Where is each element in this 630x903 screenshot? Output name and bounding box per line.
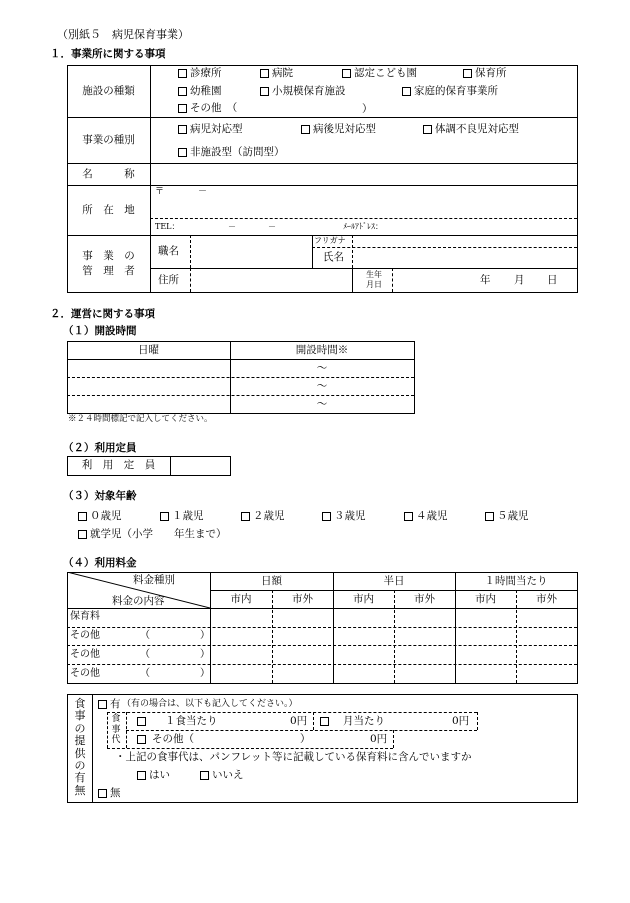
checkbox[interactable]: [137, 771, 146, 780]
dashed-divider: [67, 664, 577, 665]
dashed-divider: [126, 712, 127, 748]
meal-included-question: ・上記の食事代は、パンフレット等に記載している保育料に含んでいますか: [115, 751, 472, 763]
fee-content-header: 料金の内容: [112, 595, 165, 607]
age-option-4[interactable]: [404, 511, 448, 522]
checkbox[interactable]: [98, 789, 107, 798]
fee-row-paren: （ ）: [140, 668, 210, 679]
option-label: その他 （: [190, 102, 238, 115]
job-title-field[interactable]: [192, 236, 311, 267]
checkbox[interactable]: [485, 512, 494, 521]
checkbox[interactable]: [160, 512, 169, 521]
dashed-divider: [107, 712, 108, 748]
fee-col-hourly: １時間当たり: [484, 574, 548, 587]
table-divider: [67, 608, 577, 609]
option-label: ４歳児: [416, 510, 448, 523]
section1-title: １．事業所に関する事項: [50, 48, 166, 60]
option-label: 無: [110, 787, 121, 800]
business-option-non-facility[interactable]: [178, 147, 285, 158]
meals-yes-option[interactable]: [98, 699, 121, 710]
hours-time-field[interactable]: ～: [316, 379, 328, 392]
fee-row-label: その他: [70, 630, 100, 641]
business-option-recovering-child[interactable]: [301, 124, 376, 135]
furigana-field[interactable]: [354, 236, 577, 246]
per-meal-label: １食当たり: [165, 715, 218, 727]
option-label: 病児対応型: [190, 123, 243, 136]
checkbox[interactable]: [78, 530, 87, 539]
facility-option-clinic[interactable]: [178, 68, 222, 79]
section2-title: ２．運営に関する事項: [50, 308, 155, 320]
hours-time-field[interactable]: ～: [316, 397, 328, 410]
address-label: 所 在 地: [82, 203, 135, 216]
checkbox[interactable]: [200, 771, 209, 780]
postal-mark: 〒: [155, 187, 165, 197]
checkbox[interactable]: [78, 512, 87, 521]
dashed-divider: [477, 712, 478, 730]
dashed-divider: [107, 712, 477, 713]
checkbox[interactable]: [301, 125, 310, 134]
facility-option-certified-childcare[interactable]: [342, 68, 417, 79]
hours-title: （１）開設時間: [63, 325, 137, 337]
capacity-title: （２）利用定員: [63, 442, 137, 454]
option-label: 病院: [272, 67, 293, 80]
option-label: １歳児: [172, 510, 204, 523]
checkbox[interactable]: [402, 87, 411, 96]
manager-address-field[interactable]: [192, 269, 351, 291]
doc-header: （別紙５ 病児保育事業）: [57, 28, 189, 41]
option-label: ０歳児: [90, 510, 122, 523]
checkbox-per-month[interactable]: [320, 717, 329, 726]
meals-no-option[interactable]: [98, 788, 121, 799]
option-label: 小規模保育施設: [272, 85, 346, 98]
fee-subcol-in-city: 市内: [475, 592, 496, 605]
dashed-divider: [190, 235, 191, 268]
fee-subcol-in-city: 市内: [230, 592, 252, 605]
hours-day-field[interactable]: [68, 360, 229, 377]
business-type-label: 事業の種別: [82, 133, 135, 146]
address-field[interactable]: [151, 186, 577, 217]
fee-col-halfday: 半日: [383, 574, 405, 587]
postal-dash: －: [198, 187, 208, 197]
table-divider: [352, 268, 353, 292]
facility-option-small-childcare[interactable]: [260, 86, 346, 97]
checkbox[interactable]: [178, 69, 187, 78]
checkbox-per-meal[interactable]: [137, 717, 146, 726]
option-label: 家庭的保育事業所: [414, 85, 498, 98]
fee-subcol-out-city: 市外: [414, 592, 435, 605]
checkbox[interactable]: [423, 125, 432, 134]
fee-subcol-out-city: 市外: [292, 592, 313, 605]
option-label: 病後児対応型: [313, 123, 376, 136]
name-field[interactable]: [151, 164, 577, 185]
option-label: 就学児（小学 年生まで）: [90, 528, 227, 541]
fee-row-label: その他: [70, 649, 100, 660]
dashed-divider: [393, 730, 394, 748]
birth-date-label: 月日: [366, 280, 382, 289]
option-label: いいえ: [212, 769, 244, 782]
meal-other-close: ）: [300, 733, 311, 745]
manager-label: [67, 235, 150, 292]
manager-label-line1: 事 業 の: [82, 250, 135, 262]
dashed-divider: [67, 645, 577, 646]
option-label: ３歳児: [334, 510, 366, 523]
age-option-school[interactable]: [78, 529, 227, 540]
tel-dash: －: [228, 222, 236, 231]
facility-option-kindergarten[interactable]: [178, 86, 222, 97]
job-title-label: 職名: [158, 245, 179, 257]
age-option-0[interactable]: [78, 511, 122, 522]
answer-no-option[interactable]: [200, 770, 244, 781]
business-option-unwell-child[interactable]: [423, 124, 519, 135]
dashed-divider: [352, 235, 353, 268]
dashed-divider: [126, 730, 477, 731]
meals-label: 食事の提供の有無: [74, 697, 86, 797]
checkbox[interactable]: [178, 87, 187, 96]
per-meal-amount[interactable]: 0円: [290, 715, 308, 727]
fee-row-paren: （ ）: [140, 649, 210, 660]
email-label: ﾒｰﾙｱﾄﾞﾚｽ：: [343, 222, 383, 231]
manager-address-label: 住所: [158, 274, 179, 286]
business-option-sick-child[interactable]: [178, 124, 243, 135]
option-label: ２歳児: [253, 510, 285, 523]
checkbox[interactable]: [463, 69, 472, 78]
other-close-paren: ）: [362, 102, 373, 115]
dashed-divider: [392, 268, 393, 292]
checkbox[interactable]: [322, 512, 331, 521]
facility-option-hospital[interactable]: [260, 68, 293, 79]
fee-row-paren: （ ）: [140, 630, 210, 641]
year-label: 年: [480, 274, 491, 286]
ages-title: （３）対象年齢: [63, 490, 137, 502]
full-name-field[interactable]: [354, 249, 577, 267]
age-option-3[interactable]: [322, 511, 366, 522]
checkbox[interactable]: [178, 125, 187, 134]
age-option-5[interactable]: [485, 511, 529, 522]
fee-type-header: 料金種別: [133, 574, 175, 586]
option-label: 保育所: [475, 67, 507, 80]
hours-day-field[interactable]: [68, 396, 229, 413]
option-label: 有: [110, 698, 121, 711]
facility-option-other[interactable]: [178, 103, 237, 114]
option-label: 非施設型（訪問型）: [190, 146, 285, 159]
month-label: 月: [514, 274, 525, 286]
hours-col-time: 開設時間※: [295, 343, 349, 356]
name-label: 名 称: [82, 167, 135, 180]
meal-fee-label: 食事代: [111, 714, 121, 745]
option-label: 診療所: [190, 67, 222, 80]
checkbox[interactable]: [178, 104, 187, 113]
dashed-divider: [150, 218, 577, 219]
option-label: はい: [149, 769, 170, 782]
hours-day-field[interactable]: [68, 378, 229, 395]
furigana-label: フリガナ: [314, 236, 346, 245]
meal-other-amount[interactable]: 0円: [370, 733, 388, 745]
checkbox-meal-other[interactable]: [137, 735, 146, 744]
checkbox[interactable]: [404, 512, 413, 521]
checkbox[interactable]: [178, 148, 187, 157]
fee-subcol-out-city: 市外: [536, 592, 557, 605]
manager-label-line2: 管 理 者: [82, 264, 135, 277]
fee-row-label: その他: [70, 668, 100, 679]
option-label: ５歳児: [497, 510, 529, 523]
option-label: 認定こども園: [354, 67, 417, 80]
age-option-1[interactable]: [160, 511, 204, 522]
facility-option-nursery[interactable]: [463, 68, 507, 79]
hours-note: ※２４時間標記で記入してください。: [68, 414, 213, 424]
fee-row-label: 保育料: [70, 611, 100, 622]
dashed-divider: [312, 247, 577, 248]
meal-other-label: その他（: [152, 733, 194, 745]
facility-type-label: 施設の種類: [82, 84, 135, 97]
option-label: 幼稚園: [190, 85, 222, 98]
dashed-divider: [107, 748, 393, 749]
per-month-amount[interactable]: 0円: [452, 715, 470, 727]
checkbox[interactable]: [260, 69, 269, 78]
meals-yes-note: （有の場合は、以下も記入してください。）: [122, 699, 298, 709]
answer-yes-option[interactable]: [137, 770, 170, 781]
dashed-divider: [313, 712, 314, 730]
table-divider: [312, 235, 313, 268]
dashed-divider: [67, 627, 577, 628]
option-label: 体調不良児対応型: [435, 123, 519, 136]
checkbox[interactable]: [98, 700, 107, 709]
fee-subcol-in-city: 市内: [353, 592, 374, 605]
hours-col-day: 日曜: [138, 343, 159, 356]
fee-col-daily: 日額: [261, 574, 282, 587]
capacity-field[interactable]: [171, 457, 230, 475]
checkbox[interactable]: [241, 512, 250, 521]
table-divider: [92, 694, 93, 802]
birth-date-label: 生年: [366, 270, 382, 279]
dashed-divider: [190, 268, 191, 292]
full-name-label: 氏名: [323, 251, 344, 263]
checkbox[interactable]: [342, 69, 351, 78]
tel-dash: －: [268, 222, 276, 231]
day-label: 日: [547, 274, 558, 286]
age-option-2[interactable]: [241, 511, 285, 522]
tel-label: TEL：: [155, 222, 180, 231]
facility-option-home-childcare[interactable]: [402, 86, 498, 97]
fees-title: （４）利用料金: [63, 557, 137, 569]
per-month-label: 月当たり: [343, 715, 385, 727]
capacity-label: 利 用 定 員: [81, 459, 156, 472]
checkbox[interactable]: [260, 87, 269, 96]
hours-time-field[interactable]: ～: [316, 361, 328, 374]
